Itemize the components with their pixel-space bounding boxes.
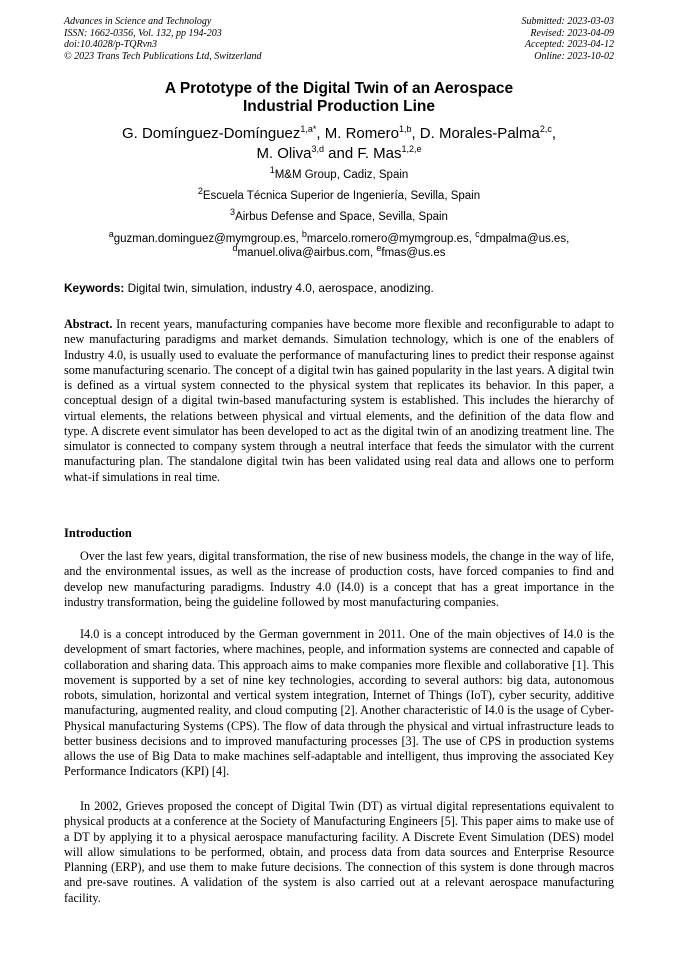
authors-line-2 (64, 144, 614, 164)
revised-date: Revised: 2023-04-09 (530, 27, 614, 39)
affiliation-sup: 3 (230, 207, 236, 218)
affiliation-sup: 1 (269, 165, 275, 176)
affiliation-1 (64, 165, 614, 182)
email-link[interactable]: dmpalma@us.es, (479, 233, 570, 245)
journal-header (64, 16, 262, 62)
author-separator: and (323, 145, 358, 162)
affiliation-2 (64, 186, 614, 203)
email-sup: e (376, 243, 382, 254)
journal-name: Advances in Science and Technology (64, 16, 212, 27)
author-separator: , (551, 125, 557, 142)
email-sup: d (232, 243, 238, 254)
affiliation-text: Escuela Técnica Superior de Ingeniería, Sevilla, Spain (202, 190, 481, 202)
email-sup: a (108, 229, 114, 240)
keywords (64, 281, 614, 295)
affiliation-3 (64, 207, 614, 224)
author-affil-sup: 1,b (398, 124, 412, 134)
email-link[interactable]: manuel.oliva@airbus.com, (237, 247, 377, 259)
author-name: F. Mas (357, 145, 402, 162)
author-name: M. Oliva (256, 145, 312, 162)
intro-paragraph-2: I4.0 is a concept introduced by the German government in 2011. One of the main objectives of I4.0 is the development of smart factories, where machines, people, and information systems are connected and capable of collaboration and sharing data. This approach aims to make companies more flexible and collaborative [1]. This movement is supported by a set of nine key technologies, according to several authors: big data, autonomous robots, simulation, horizontal and vertical system integration, Internet of Things (IoT), cyber security, additive manufacturing, augmented reality, and cloud computing [2]. Another characteristic of I4.0 is the usage of Cyber-Physical manufacturing Systems (CPS). The flow of data through the physical and virtual infrastructure leads to better business decisions and to improved manufacturing processes [3]. The use of CPS in production systems allows the use of Big Data to make machines self-adaptable and intelligent, thus improving the associated Key Performance Indicators (KPI) [4]. (64, 627, 614, 779)
intro-paragraph-3: In 2002, Grieves proposed the concept of Digital Twin (DT) as virtual digital representations equivalent to physical products at a conference at the Society of Manufacturing Engineers [5]. This paper aims to make use of a DT by applying it to a physical aerospace manufacturing facility. A Discrete Event Simulation (DES) model will allow simulations to be performed, obtain, and process data from data sources and Enterprise Resource Planning (ERP), and use them to make future decisions. The connection of this system is done through macros and pre-save routines. A validation of the system is also carried out at a relevant aerospace manufacturing facility. (64, 799, 614, 905)
title-line-1: A Prototype of the Digital Twin of an Aerospace (164, 80, 514, 97)
accepted-date: Accepted: 2023-04-12 (524, 39, 614, 50)
author-affil-sup: 2,c (539, 124, 552, 134)
author-affil-sup: 1,a* (300, 124, 317, 134)
author-name: D. Morales-Palma (419, 125, 540, 142)
submitted-date: Submitted: 2023-03-03 (521, 16, 614, 27)
email-sup: b (301, 229, 307, 240)
author-separator: , (411, 125, 420, 142)
author-separator: , (316, 125, 325, 142)
doi[interactable]: doi:10.4028/p-TQRvn3 (64, 39, 158, 50)
title-line-2: Industrial Production Line (242, 98, 436, 115)
email-link[interactable]: guzman.dominguez@mymgroup.es, (113, 233, 302, 245)
abstract-text: In recent years, manufacturing companies have become more flexible and reconfigurable to adapt to new manufacturing paradigms and market demands. Simulation technology, which is one of the enablers of Industry 4.0, is usually used to evaluate the performance of manufacturing lines to predict their response against some manufacturing scenario. The concept of a digital twin has gained popularity in the last years. A digital twin is defined as a virtual system connected to the physical system that replicates its behavior. In this paper, a conceptual design of a digital twin-based manufacturing system is established. This includes the hierarchy of virtual elements, the relations between physical and virtual elements, and the definition of the data flow and type. A discrete event simulator has been developed to act as the digital twin of an anodizing treatment line. The simulator is connected to company system through a neutral interface that feeds the simulator with the current manufacturing plan. The standalone digital twin has been validated using real data and allows one to perform what-if simulations in real time. (64, 317, 614, 484)
authors-line-1 (64, 124, 614, 144)
email-link[interactable]: fmas@us.es (381, 247, 446, 259)
affiliation-text: M&M Group, Cadiz, Spain (274, 169, 409, 181)
email-sup: c (475, 229, 480, 240)
author-name: G. Domínguez-Domínguez (121, 125, 301, 142)
affiliation-sup: 2 (197, 186, 203, 197)
keywords-label: Keywords: (64, 281, 125, 295)
intro-paragraph-1: Over the last few years, digital transformation, the rise of new business models, the change in the way of life, and the environmental issues, as well as the increase of production costs, have forced companies to find and develop new manufacturing paradigms. Industry 4.0 (I4.0) is a concept that has a great importance in the industry transformation, being the guideline followed by most manufacturing companies. (64, 549, 614, 609)
abstract-label: Abstract. (64, 317, 113, 331)
submission-dates (522, 16, 615, 62)
author-name: M. Romero (324, 125, 399, 142)
author-list (64, 124, 614, 164)
section-heading-introduction: Introduction (64, 526, 132, 540)
author-affil-sup: 1,2,e (401, 144, 422, 154)
online-date: Online: 2023-10-02 (534, 50, 614, 62)
author-emails (64, 229, 614, 260)
emails-line-1 (64, 229, 614, 246)
email-link[interactable]: marcelo.romero@mymgroup.es, (306, 233, 476, 245)
author-affil-sup: 3,d (311, 144, 324, 154)
affiliation-text: Airbus Defense and Space, Sevilla, Spain (235, 211, 448, 223)
copyright: © 2023 Trans Tech Publications Ltd, Switzerland (64, 50, 262, 62)
emails-line-2 (64, 243, 614, 260)
issn-volume: ISSN: 1662-0356, Vol. 132, pp 194-203 (64, 27, 222, 39)
keywords-text: Digital twin, simulation, industry 4.0, aerospace, anodizing. (124, 281, 434, 295)
paper-title (64, 80, 614, 116)
abstract (64, 317, 614, 485)
